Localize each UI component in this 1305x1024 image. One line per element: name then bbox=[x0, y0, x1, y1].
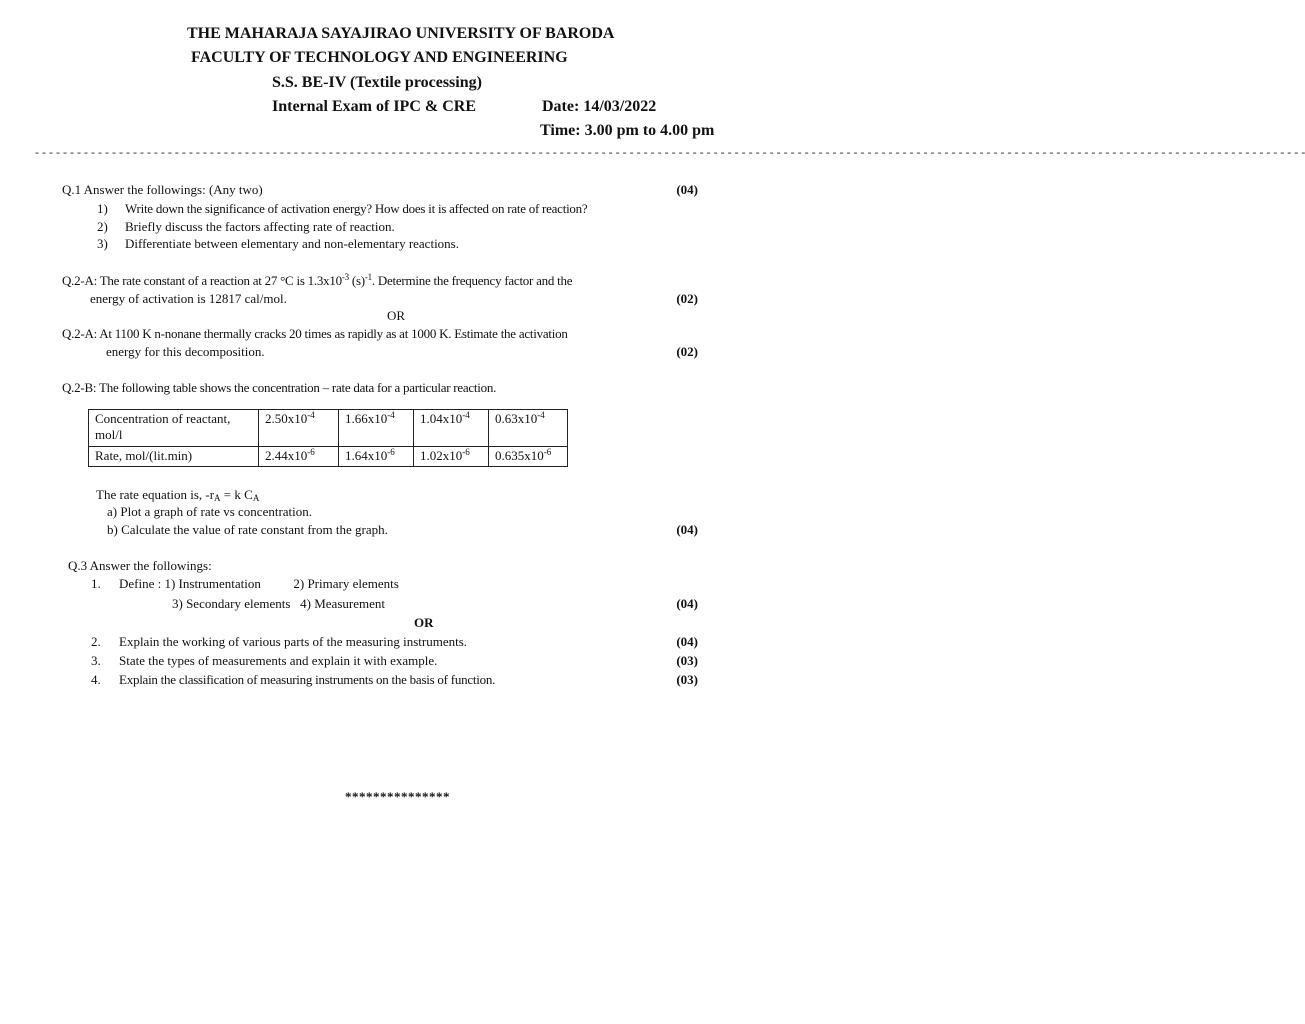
end-of-paper-marker: *************** bbox=[345, 789, 450, 804]
q2b-part-a: a) Plot a graph of rate vs concentration. bbox=[107, 504, 313, 519]
q3-title: Q.3 Answer the followings: bbox=[68, 558, 212, 573]
q2b-title: Q.2-B: The following table shows the concentration – rate data for a particular reaction. bbox=[62, 380, 497, 395]
q3-item-1-line-2: 3) Secondary elements 4) Measurement bbox=[172, 596, 385, 611]
table-cell: $0.63x10^{-4}$ bbox=[489, 410, 568, 447]
q3-item-4-marks: (03) bbox=[676, 672, 698, 687]
table-cell: $2.44x10^{-6}$ bbox=[259, 447, 339, 467]
table-cell: $1.02x10^{-6}$ bbox=[414, 447, 489, 467]
q3-item-2-num: 2. bbox=[91, 634, 101, 649]
exam-title: Internal Exam of IPC & CRE bbox=[272, 98, 476, 115]
q1-item-2-num: 2) bbox=[97, 219, 108, 234]
q2a-line-1: Q.2-A: The rate constant of a reaction at 27 °C is $1.3x10^{-3}$ $(s)^{-1}$. Determine the frequency factor and the bbox=[62, 272, 573, 288]
q1-item-3-num: 3) bbox=[97, 236, 108, 251]
q1-item-2-text: Briefly discuss the factors affecting rate of reaction. bbox=[125, 219, 395, 234]
table-cell-label: Rate, mol/(lit.min) bbox=[89, 447, 259, 467]
q2a-alt-line-2: energy for this decomposition. bbox=[106, 344, 265, 359]
table-cell: $1.64x10^{-6}$ bbox=[339, 447, 414, 467]
or-separator-2: OR bbox=[414, 615, 434, 630]
q2a-alt-marks: (02) bbox=[676, 344, 698, 359]
q1-item-3-text: Differentiate between elementary and non-elementary reactions. bbox=[125, 236, 459, 251]
rate-equation: The rate equation is, $-r_A = k$ $C_A$ bbox=[96, 487, 260, 503]
q2b-part-b: b) Calculate the value of rate constant from the graph. bbox=[107, 522, 388, 537]
q2a-alt-line-1: Q.2-A: At 1100 K n-nonane thermally cracks 20 times as rapidly as at 1000 K. Estimate the activation bbox=[62, 326, 568, 341]
q1-title: Q.1 Answer the followings: (Any two) bbox=[62, 182, 263, 197]
table-row bbox=[89, 447, 568, 467]
q2b-marks: (04) bbox=[676, 522, 698, 537]
course-title: S.S. BE-IV (Textile processing) bbox=[272, 74, 482, 91]
q1-item-1-num: 1) bbox=[97, 201, 108, 216]
q2a-line-2: energy of activation is 12817 cal/mol. bbox=[90, 291, 287, 306]
table-cell-label: Concentration of reactant, mol/l bbox=[89, 410, 259, 447]
q3-item-1-num: 1. bbox=[91, 576, 101, 591]
q2a-marks: (02) bbox=[676, 291, 698, 306]
q3-item-2-marks: (04) bbox=[676, 634, 698, 649]
q3-item-4-num: 4. bbox=[91, 672, 101, 687]
q3-item-2-text: Explain the working of various parts of the measuring instruments. bbox=[119, 634, 468, 649]
table-cell: $1.66x10^{-4}$ bbox=[339, 410, 414, 447]
q3-item-1-marks: (04) bbox=[676, 596, 698, 611]
table-row bbox=[89, 410, 568, 447]
q1-marks: (04) bbox=[676, 182, 698, 197]
q3-item-3-text: State the types of measurements and explain it with example. bbox=[119, 653, 438, 668]
table-cell: $1.04x10^{-4}$ bbox=[414, 410, 489, 447]
table-cell: $2.50x10^{-4}$ bbox=[259, 410, 339, 447]
q1-item-1-text: Write down the significance of activation energy? How does it is affected on rate of reaction? bbox=[125, 201, 588, 216]
concentration-rate-table bbox=[88, 409, 568, 467]
q3-item-1-line-1: Define : 1) Instrumentation 2) Primary elements bbox=[119, 576, 399, 591]
dashed-divider: - - - - - - - - - - - - - - - - - - - - - - - - - - - - - - - - - - - - - - - - - - - - - - - - - - - - - - - - - - - - - - - - - - - - - - - - - - - - - - - - - - - - - - - - - - - - - - - - - - - - - - - - - - - - - - - - - - - - - - - - - - - - - - - - - - - - - - - - - - - - - - - - - - - - - - - - - - - - - - - - - - - - - - - - - - - - - - - - - - - - - - bbox=[35, 145, 1305, 159]
q3-item-3-marks: (03) bbox=[676, 653, 698, 668]
or-separator-1: OR bbox=[387, 308, 406, 323]
exam-date: Date: 14/03/2022 bbox=[542, 98, 657, 115]
exam-time: Time: 3.00 pm to 4.00 pm bbox=[540, 122, 715, 139]
q3-item-3-num: 3. bbox=[91, 653, 101, 668]
table-cell: $0.635x10^{-6}$ bbox=[489, 447, 568, 467]
university-title: THE MAHARAJA SAYAJIRAO UNIVERSITY OF BARODA bbox=[187, 25, 615, 42]
faculty-title: FACULTY OF TECHNOLOGY AND ENGINEERING bbox=[191, 49, 568, 66]
q3-item-4-text: Explain the classification of measuring instruments on the basis of function. bbox=[119, 672, 496, 687]
